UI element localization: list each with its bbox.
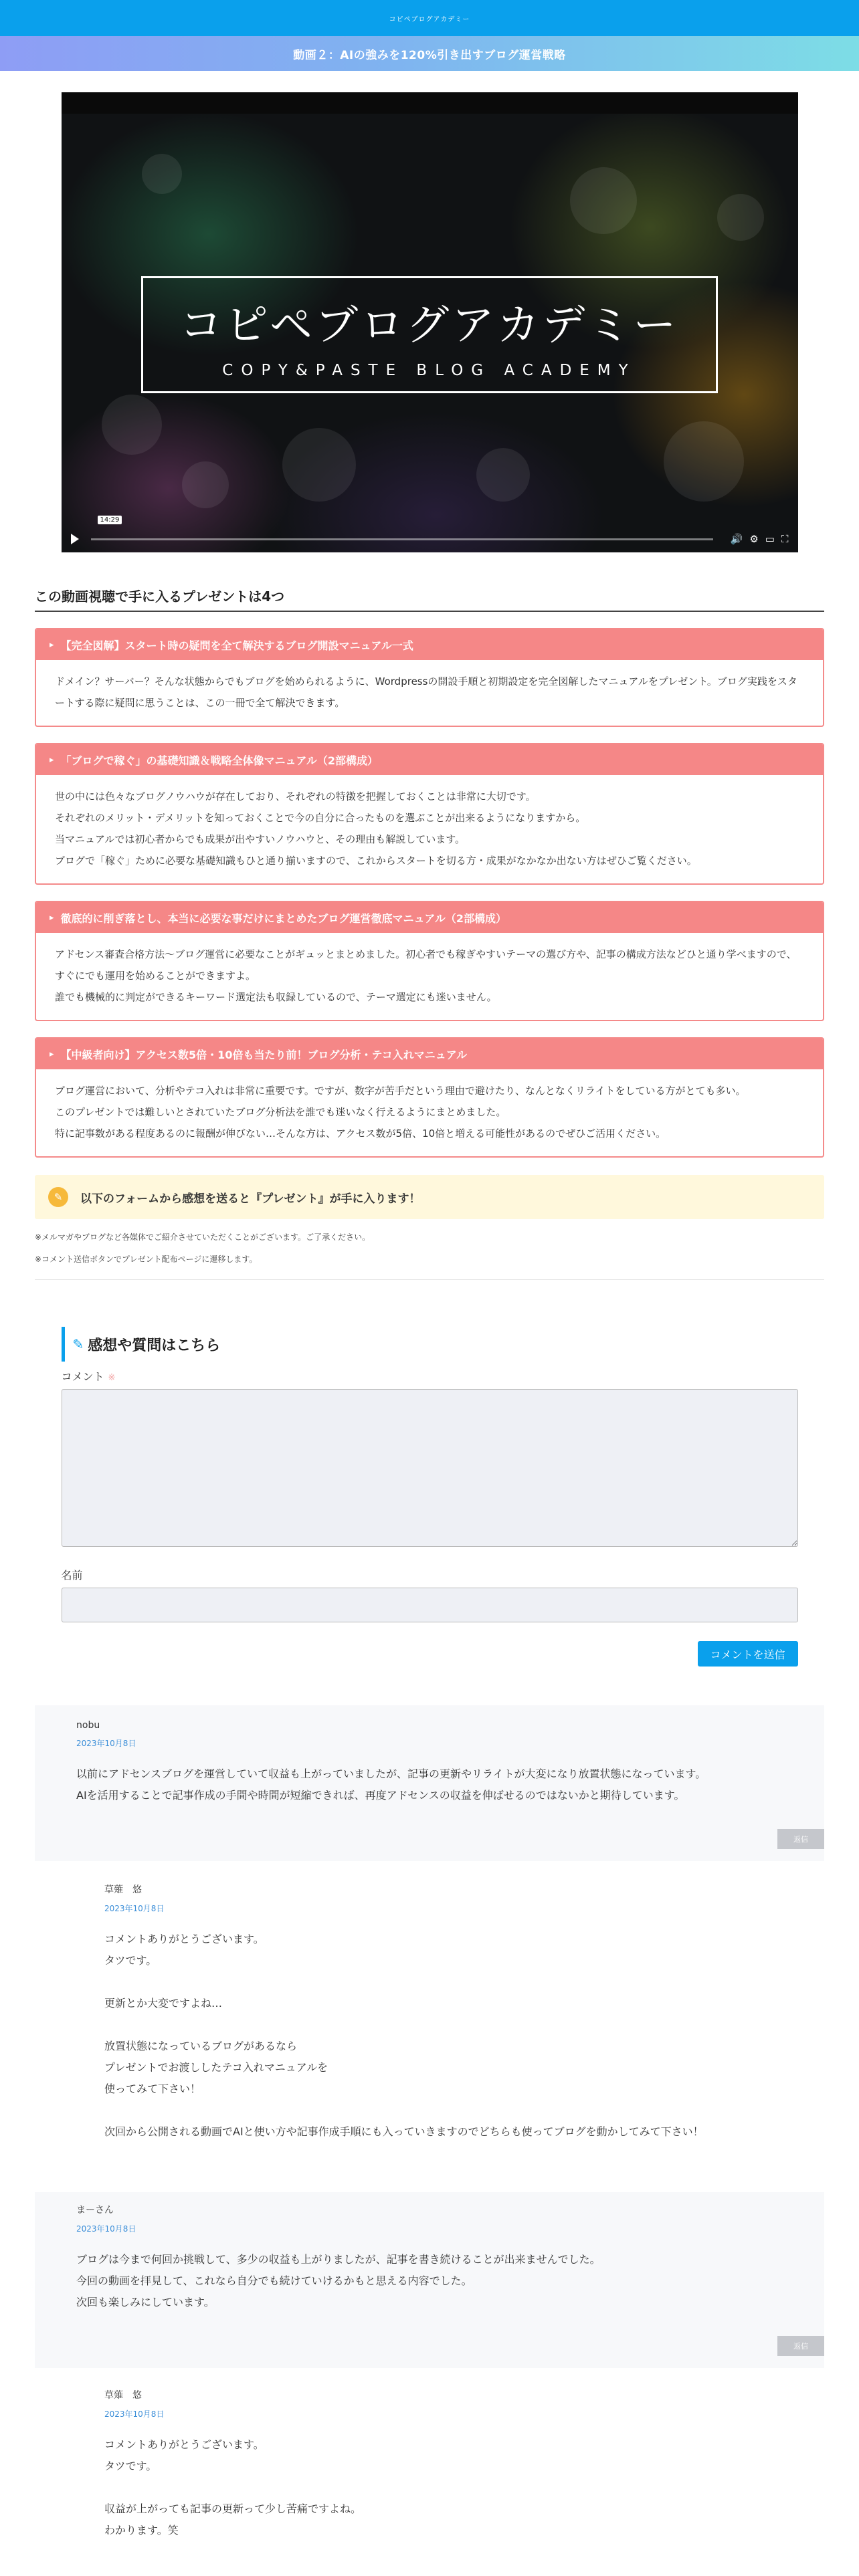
video-controls — [62, 526, 798, 552]
video-title-frame — [141, 276, 718, 393]
reply-comment — [51, 1870, 824, 2183]
comment-line — [104, 1971, 824, 1993]
video-title-jp: コピペブログアカデミー — [179, 300, 679, 350]
notice-box — [35, 1175, 824, 1219]
comment-text — [104, 1929, 824, 2143]
comment-textarea[interactable] — [62, 1389, 798, 1547]
submit-comment-button[interactable]: コメントを送信 — [698, 1641, 798, 1667]
name-label: 名前 — [61, 1569, 83, 1582]
comment-date[interactable]: 2023年10月8日 — [76, 2224, 136, 2234]
site-logo[interactable]: コピペブログアカデミー — [389, 15, 470, 23]
comment-line: タツです。 — [104, 2460, 157, 2472]
comment-line: AIを活用することで記事作成の手間や時間が短縮できれば、再度アドセンスの収益を伸ばせるのではないかと期待しています。 — [76, 1789, 685, 1802]
present-card-header — [36, 629, 823, 660]
comment-item — [35, 2192, 824, 2368]
comment-author: 草薙 悠 — [104, 2390, 142, 2401]
required-mark: ※ — [108, 1373, 116, 1383]
present-card-text: ブログ運営において、分析やテコ入れは非常に重要です。ですが、数字が苦手だという理由で避けたり、なんとなくリライトをしている方がとても多い。 — [55, 1085, 746, 1097]
present-card-header — [36, 902, 823, 933]
comment-list — [35, 1705, 824, 2561]
divider — [35, 1279, 824, 1280]
comment-form — [62, 1327, 798, 1667]
comment-line: 使ってみて下さい！ — [104, 2082, 201, 2095]
comment-line — [104, 2477, 824, 2498]
reply-button[interactable]: 返信 — [777, 1829, 824, 1849]
present-card-title: 徹底的に削ぎ落とし、本当に必要な事だけにまとめたブログ運営徹底マニュアル（2部構成） — [60, 911, 507, 925]
comment-author: まーさん — [76, 2205, 114, 2216]
form-title — [62, 1327, 798, 1362]
present-card-text: 当マニュアルでは初心者からでも成果が出やすいノウハウと、その理由も解説しています。 — [55, 833, 466, 845]
reply-comment — [51, 2377, 824, 2561]
page-title: 動画２：AIの強みを120%引き出すブログ運営戦略 — [293, 48, 566, 62]
note-2: ※コメント送信ボタンでプレゼント配布ページに遷移します。 — [35, 1255, 258, 1264]
present-card-body — [36, 660, 823, 726]
comment-line: 放置状態になっているブログがあるなら — [104, 2040, 298, 2052]
comment-item — [35, 1705, 824, 1861]
present-card-body — [36, 775, 823, 883]
comment-line: 以前にアドセンスブログを運営していて収益も上がっていましたが、記事の更新やリライトが大変になり放置状態になっています。 — [76, 1767, 706, 1780]
name-input[interactable] — [62, 1588, 798, 1622]
present-card-text: それぞれのメリット・デメリットを知っておくことで今の自分に合ったものを選ぶことが出来るようになりますから。 — [55, 812, 586, 824]
comment-label — [62, 1368, 798, 1384]
present-list — [35, 628, 824, 1158]
present-card — [35, 628, 824, 727]
present-card-text: このプレゼントでは難しいとされていたブログ分析法を誰でも迷いなく行えるようにまとめました。 — [55, 1106, 506, 1118]
present-card-text: ドメイン？サーバー？そんな状態からでもブログを始められるように、Wordpressの開設手順と初期設定を完全図解したマニュアルをプレゼント。ブログ実践をスタートする際に疑問に思うことは、この一冊で全て解決できます。 — [55, 675, 797, 709]
present-card-text: ブログで「稼ぐ」ために必要な基礎知識もひと通り揃いますので、これからスタートを切る方・成果がなかなか出ない方はぜひご覧ください。 — [55, 855, 697, 867]
comment-line: コメントありがとうございます。 — [104, 1933, 264, 1945]
comment-line: 更新とか大変ですよね… — [104, 1997, 223, 2010]
comment-date[interactable]: 2023年10月8日 — [104, 1904, 165, 1913]
comment-label-text: コメント — [61, 1370, 104, 1383]
present-card-text: アドセンス審査合格方法〜ブログ運営に必要なことがギュッとまとめました。初心者でも稼ぎやすいテーマの選び方や、記事の構成方法などひと通り学べますので、すぐにでも運用を始めることができますよ。 — [55, 948, 797, 982]
comment-date[interactable]: 2023年10月8日 — [76, 1739, 136, 1748]
comment-line — [104, 2014, 824, 2036]
pencil-icon: ✎ — [48, 1187, 68, 1207]
comment-line: 次回も楽しみにしています。 — [76, 2296, 215, 2309]
comment-text — [104, 2434, 824, 2541]
comment-text — [76, 2249, 824, 2313]
bullet-icon: ▸ — [50, 912, 54, 923]
comment-text — [76, 1763, 824, 1806]
present-card-title: 【中級者向け】アクセス数5倍・10倍も当たり前！ブログ分析・テコ入れマニュアル — [60, 1048, 468, 1061]
notice-text: 以下のフォームから感想を送ると『プレゼント』が手に入ります！ — [80, 1192, 421, 1206]
video-progress-bar[interactable] — [91, 538, 713, 540]
comment-line: わかります。笑 — [104, 2524, 179, 2537]
bullet-icon: ▸ — [50, 1049, 54, 1059]
play-icon[interactable] — [71, 534, 79, 544]
present-card — [35, 743, 824, 885]
comment-line: 今回の動画を拝見して、これなら自分でも続けていけるかもと思える内容でした。 — [76, 2274, 472, 2287]
present-card-body — [36, 1069, 823, 1156]
present-card-text: 誰でも機械的に判定ができるキーワード選定法も収録しているので、テーマ選定にも迷いません。 — [55, 991, 497, 1003]
comment-line — [104, 2100, 824, 2121]
presents-heading: この動画視聴で手に入るプレゼントは4つ — [35, 586, 824, 612]
pencil-icon: ✎ — [72, 1336, 84, 1352]
bullet-icon: ▸ — [50, 754, 54, 765]
comment-author: nobu — [76, 1720, 100, 1731]
gear-icon[interactable]: ⚙ — [749, 533, 759, 545]
video-time-tooltip: 14:29 — [98, 516, 122, 524]
comment-line: 次回から公開される動画でAIと使い方や記事作成手順にも入っていきますのでどちらも使ってブログを動かしてみて下さい！ — [104, 2125, 704, 2138]
present-card-header — [36, 1039, 823, 1069]
hero-banner — [0, 36, 859, 71]
comment-date[interactable]: 2023年10月8日 — [104, 2409, 165, 2419]
comment-line: ブログは今まで何回か挑戦して、多少の収益も上がりましたが、記事を書き続けることが出来ませんでした。 — [76, 2253, 601, 2266]
present-card-text: 特に記事数がある程度あるのに報酬が伸びない…そんな方は、アクセス数が5倍、10倍と増える可能性があるのでぜひご活用ください。 — [55, 1128, 666, 1140]
comment-line: プレゼントでお渡ししたテコ入れマニュアルを — [104, 2061, 328, 2074]
comment-author: 草薙 悠 — [104, 1885, 142, 1895]
video-title-en: COPY&PASTE BLOG ACADEMY — [222, 361, 636, 379]
form-title-text: 感想や質問はこちら — [88, 1337, 221, 1354]
comment-line: 収益が上がっても記事の更新って少し苦痛ですよね。 — [104, 2502, 362, 2515]
comment-line: タツです。 — [104, 1954, 157, 1967]
present-card-header — [36, 744, 823, 775]
present-card-title: 【完全図解】スタート時の疑問を全て解決するブログ開設マニュアル一式 — [60, 639, 413, 652]
present-card-text: 世の中には色々なブログノウハウが存在しており、それぞれの特徴を把握しておくことは非常に大切です。 — [55, 790, 536, 802]
video-player[interactable] — [62, 92, 798, 552]
site-header — [0, 0, 859, 36]
comment-line: コメントありがとうございます。 — [104, 2438, 264, 2451]
volume-icon[interactable]: 🔊 — [730, 533, 743, 545]
bullet-icon: ▸ — [50, 639, 54, 650]
pip-icon[interactable]: ▭ — [765, 533, 775, 545]
main-content — [35, 586, 824, 1280]
present-card-body — [36, 933, 823, 1020]
note-1: ※メルマガやブログなど各媒体でご紹介させていただくことがございます。ご了承ください。 — [35, 1232, 371, 1242]
present-card — [35, 1037, 824, 1158]
present-card-title: 「ブログで稼ぐ」の基礎知識＆戦略全体像マニュアル（2部構成） — [60, 754, 379, 767]
reply-button[interactable]: 返信 — [777, 2336, 824, 2356]
fullscreen-icon[interactable]: ⛶ — [781, 533, 789, 545]
present-card — [35, 901, 824, 1021]
